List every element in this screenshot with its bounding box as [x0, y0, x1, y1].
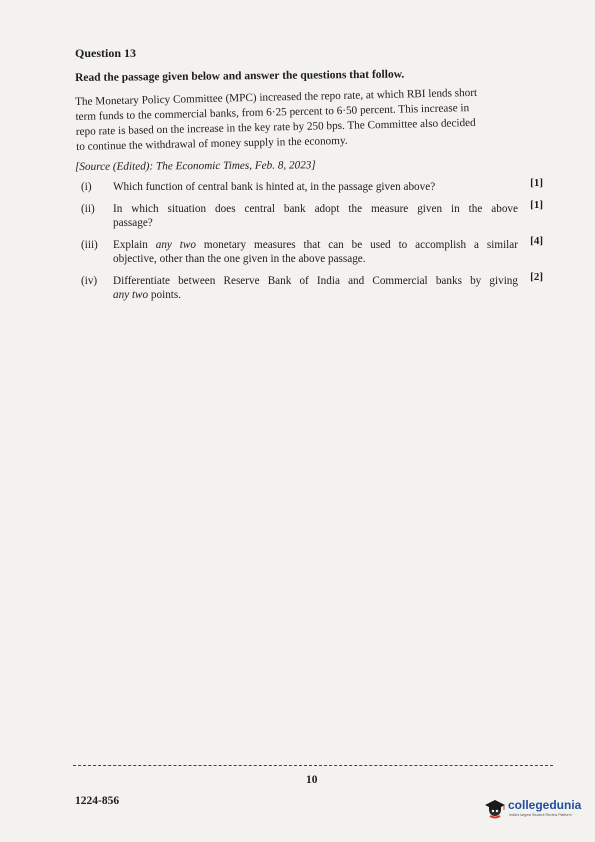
sub-question-number: (ii) [81, 203, 95, 215]
sub-question-text: Differentiate between Reserve Bank of India and Commercial banks by giving [113, 275, 518, 287]
graduation-cap-icon [484, 797, 506, 819]
passage-line: The Monetary Policy Committee (MPC) increased the repo rate, at which RBI lends short [75, 86, 478, 108]
sub-question-number: (i) [81, 181, 92, 193]
instruction: Read the passage given below and answer the questions that follow. [75, 68, 405, 84]
marks-label: [1] [530, 177, 543, 189]
passage-source: [Source (Edited): The Economic Times, Feb. 8, 2023] [75, 159, 316, 173]
sub-question-text-cont: any two points. [113, 289, 182, 301]
logo-name: collegedunia [508, 798, 582, 812]
marks-label: [1] [530, 199, 543, 211]
question-list [75, 177, 555, 310]
sub-question-text-cont: objective, other than the one given in the above passage. [113, 253, 366, 265]
marks-label: [4] [530, 235, 543, 247]
page-number: 10 [306, 774, 318, 786]
sub-question-text: In which situation does central bank adopt the measure given in the above [113, 203, 518, 215]
passage-line: term funds to the commercial banks, from 6·25 percent to 6·50 percent. This increase in [75, 102, 470, 123]
sub-question-text: Which function of central bank is hinted at, in the passage given above? [113, 181, 436, 193]
passage [75, 85, 521, 155]
marks-label: [2] [530, 271, 543, 283]
sub-question [75, 235, 555, 266]
collegedunia-logo [484, 795, 592, 825]
footer-divider [73, 765, 553, 766]
sub-question [75, 199, 555, 230]
sub-question-text: Explain any two monetary measures that can be used to accomplish a similar [113, 239, 518, 251]
paper-code: 1224-856 [75, 795, 120, 807]
sub-question-number: (iii) [81, 239, 98, 251]
sub-question-number: (iv) [81, 275, 98, 287]
logo-tagline: India's largest Student Review Platform [509, 813, 572, 817]
question-title: Question 13 [75, 46, 137, 60]
sub-question [75, 177, 555, 194]
sub-question [75, 271, 555, 302]
sub-question-text-cont: passage? [113, 217, 153, 229]
passage-line: repo rate is based on the increase in the key rate by 250 bps. The Committee also decided [75, 116, 476, 138]
passage-line: to continue the withdrawal of money supply in the economy. [76, 134, 348, 153]
